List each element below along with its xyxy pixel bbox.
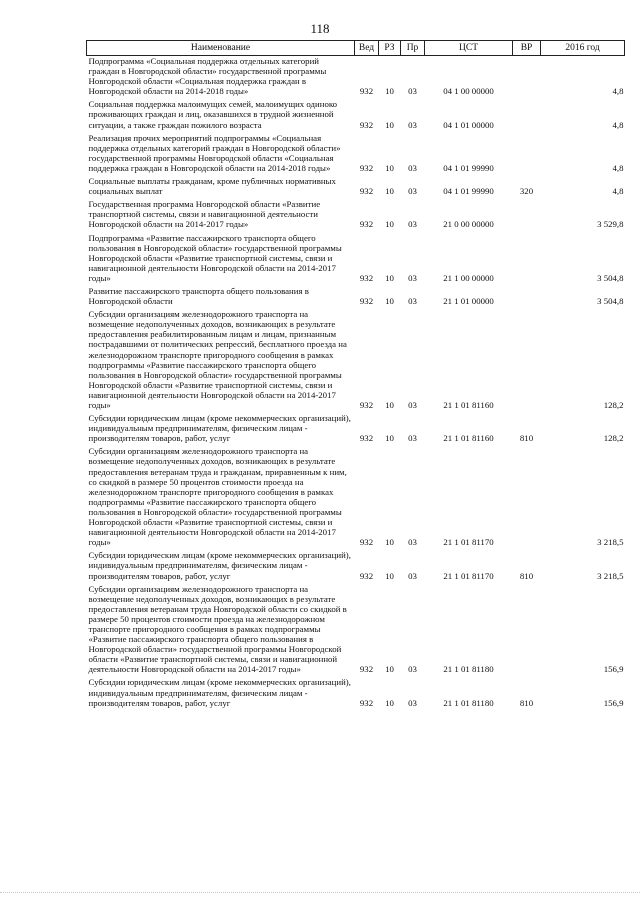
row-pr: 03 [408,296,417,307]
row-name: Социальная поддержка малоимущих семей, малоимущих одиноко проживающих граждан и лиц, оказавшихся в трудной жизненной ситуации, а также граждан пожилого возраста [88,99,338,130]
row-name: Субсидии юридическим лицам (кроме некоммерческих организаций), индивидуальным предпринимателям, физическим лицам - производителям товаров, работ, услуг [88,413,351,444]
row-pr: 03 [408,697,417,708]
row-name: Реализация прочих мероприятий подпрограммы «Социальная поддержка отдельных категорий граждан в Новгородской области» государственной программы Новгородской области «Социальная поддержка граждан в Новгородской области на 2014-2018 годы» [88,132,341,173]
row-cst: 21 1 01 81180 [443,664,494,675]
row-name: Подпрограмма «Развитие пассажирского транспорта общего пользования в Новгородской области» государственной программы Новгородской области «Развитие транспортной системы, связи и навигационной деятельности Новгородской области на 2014-2017 годы» [88,232,342,283]
row-amount: 3 529,8 [597,219,624,230]
row-ved: 932 [359,400,374,410]
row-pr: 03 [408,537,417,548]
row-name: Субсидии организациям железнодорожного транспорта на возмещение недополученных доходов, возникающих в результате предоставления ветеранам труда Новгородской области со скидкой в размере 50 процентов стоимости проезда на железнодорожном транспорте пригородного сообщения в рамках подпрограммы «Развитие пассажирского транспорта общего пользования в Новгородской области» государственной программы Новгородской области «Развитие транспортной системы, связи и навигационной деятельности Новгородской области на 2014-2017 годы» [88,583,347,675]
row-name: Субсидии организациям железнодорожного транспорта на возмещение недополученных доходов, возникающих в результате предоставления ветеранам труда и гражданам, приравненным к ним, со скидкой в размере 50 процентов стоимости проезда на железнодорожном транспорте пригородного сообщения в рамках подпрограммы «Развитие пассажирского транспорта общего пользования в Новгородской области» государственной программы Новгородской области «Развитие транспортной системы, связи и навигационной деятельности Новгородской области на 2014-2017 годы» [88,446,347,548]
row-ved: 932 [359,664,374,675]
row-pr: 03 [408,433,417,444]
row-vr: 320 [519,186,534,197]
row-name: Социальные выплаты гражданам, кроме публичных нормативных социальных выплат [88,176,336,197]
row-vr [513,233,541,286]
row-cst: 04 1 01 00000 [443,119,494,130]
row-vr [513,133,541,176]
row-rz: 10 [385,296,394,307]
row-name: Субсидии юридическим лицам (кроме некоммерческих организаций), индивидуальным предпринимателям, физическим лицам - производителям товаров, работ, услуг [88,550,351,581]
row-rz: 10 [385,186,394,197]
row-ved: 932 [359,697,374,708]
header-rz: РЗ [379,41,401,56]
row-pr: 03 [408,664,417,675]
row-cst: 04 1 00 00000 [443,86,494,97]
row-amount: 4,8 [612,86,624,97]
row-cst: 21 1 01 81160 [443,400,494,410]
table-row [87,233,625,286]
row-amount: 4,8 [612,119,624,130]
row-ved: 932 [359,86,374,97]
row-name: Субсидии организациям железнодорожного транспорта на возмещение недополученных доходов, возникающих в результате предоставления реабилитированным лицам и лицам, признанным пострадавшими от политических репрессий, бесплатного проезда на железнодорожном транспорте пригородного сообщения в рамках подпрограммы «Развитие пассажирского транспорта общего пользования в Новгородской области» государственной программы Новгородской области «Развитие транспортной системы, связи и навигационной деятельности Новгородской области на 2014-2017 годы» [88,309,347,410]
row-ved: 932 [359,296,374,307]
row-ved: 932 [359,119,374,130]
row-amount: 156,9 [603,697,624,708]
row-rz: 10 [385,697,394,708]
row-vr [513,446,541,550]
table-row [87,446,625,550]
row-ved: 932 [359,537,374,548]
row-vr [513,286,541,309]
row-amount: 3 218,5 [597,537,624,548]
row-rz: 10 [385,119,394,130]
table-row [87,133,625,176]
row-vr [513,309,541,413]
row-cst: 21 0 00 00000 [443,219,494,230]
budget-table [86,40,625,711]
row-name: Субсидии юридическим лицам (кроме некоммерческих организаций), индивидуальным предпринимателям, физическим лицам - производителям товаров, работ, услуг [88,677,351,708]
page-number: 118 [310,21,330,36]
row-vr [513,56,541,100]
table-header-row [87,41,625,56]
row-ved: 932 [359,272,374,283]
row-vr: 810 [519,570,534,581]
row-amount: 128,2 [603,433,624,444]
row-amount: 4,8 [612,162,624,173]
row-pr: 03 [408,119,417,130]
row-rz: 10 [385,400,394,410]
row-pr: 03 [408,570,417,581]
row-vr: 810 [519,433,534,444]
row-rz: 10 [385,272,394,283]
row-amount: 156,9 [603,664,624,675]
table-row [87,584,625,678]
table-row [87,413,625,446]
row-pr: 03 [408,272,417,283]
row-ved: 932 [359,570,374,581]
row-rz: 10 [385,570,394,581]
row-amount: 4,8 [612,186,624,197]
row-rz: 10 [385,537,394,548]
row-name: Развитие пассажирского транспорта общего пользования в Новгородской области [88,285,309,307]
header-year: 2016 год [541,41,625,56]
row-cst: 21 1 00 00000 [443,272,494,283]
row-ved: 932 [359,433,374,444]
row-pr: 03 [408,162,417,173]
table-row [87,56,625,100]
row-cst: 21 1 01 81170 [443,570,494,581]
row-cst: 21 1 01 81170 [443,537,494,548]
row-rz: 10 [385,162,394,173]
row-name: Подпрограмма «Социальная поддержка отдельных категорий граждан в Новгородской области» государственной программы Новгородской области «Социальная поддержка граждан в Новгородской области на 2014-2018 годы» [88,56,327,97]
header-cst: ЦСТ [425,41,513,56]
table-row [87,199,625,232]
row-amount: 128,2 [603,400,624,410]
row-vr: 810 [519,697,534,708]
row-pr: 03 [408,219,417,230]
row-pr: 03 [408,186,417,197]
header-ved: Вед [355,41,379,56]
row-vr [513,584,541,678]
scan-artifact-line [0,892,640,894]
row-amount: 3 218,5 [597,570,624,581]
row-rz: 10 [385,86,394,97]
table-row [87,677,625,710]
row-amount: 3 504,8 [597,272,624,283]
row-amount: 3 504,8 [597,296,624,307]
table-row [87,286,625,309]
row-vr [513,99,541,132]
row-cst: 04 1 01 99990 [443,162,494,173]
header-name: Наименование [87,41,355,56]
row-name: Государственная программа Новгородской области «Развитие транспортной системы, связи и навигационной деятельности Новгородской области на 2014-2017 годы» [88,199,321,230]
row-pr: 03 [408,86,417,97]
row-ved: 932 [359,162,374,173]
row-rz: 10 [385,664,394,675]
row-cst: 21 1 01 81160 [443,433,494,444]
header-vr: ВР [513,41,541,56]
row-cst: 21 1 01 81180 [443,697,494,708]
header-pr: Пр [401,41,425,56]
row-ved: 932 [359,219,374,230]
row-pr: 03 [408,400,417,410]
row-cst: 04 1 01 99990 [443,186,494,197]
row-ved: 932 [359,186,374,197]
table-row [87,176,625,199]
row-rz: 10 [385,219,394,230]
row-rz: 10 [385,433,394,444]
table-row [87,99,625,132]
table-row [87,550,625,583]
row-cst: 21 1 01 00000 [443,296,494,307]
table-row [87,309,625,413]
row-vr [513,199,541,232]
